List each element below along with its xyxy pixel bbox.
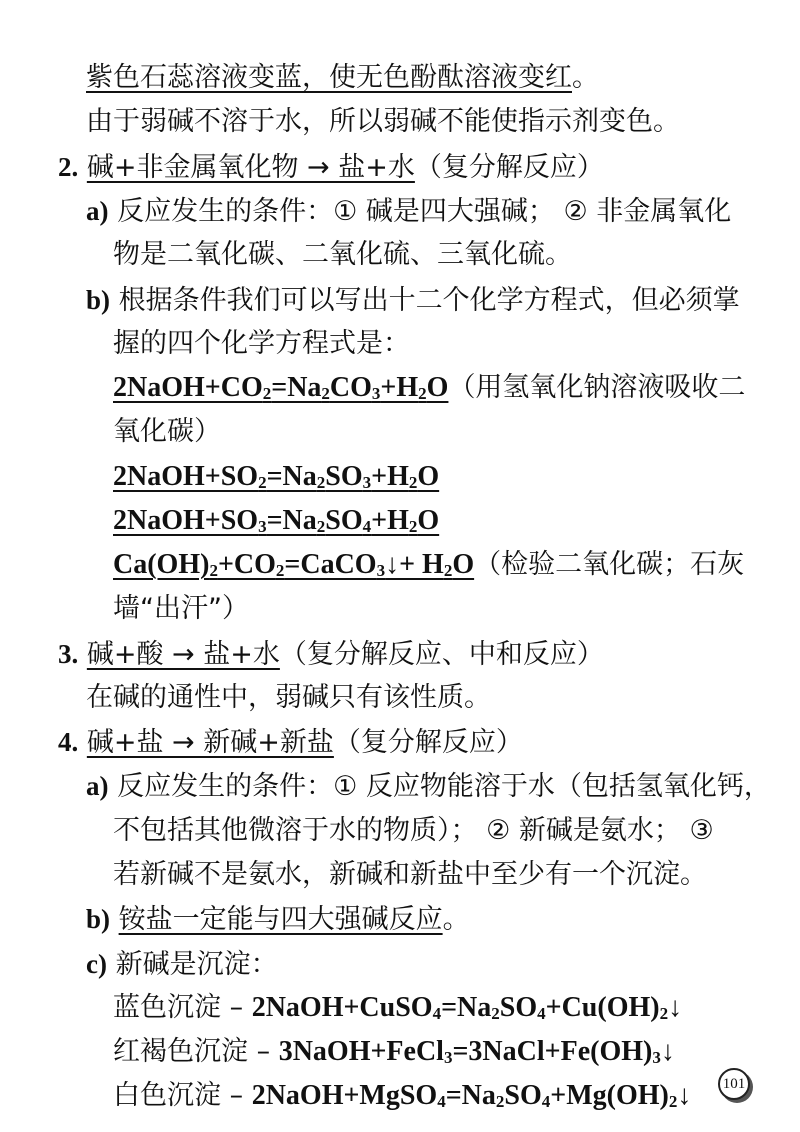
section-2-title: 碱+非金属氧化物 → 盐+水 bbox=[86, 152, 415, 183]
section-3-heading: 3. 碱+酸 → 盐+水（复分解反应、中和反应） bbox=[58, 639, 604, 670]
equation-2-line bbox=[113, 457, 439, 497]
equation-1-note-cont: 氧化碳） bbox=[113, 416, 221, 447]
equation-7: $2NaOH+MgSO_4=Na_2SO_4+Mg(OH)_2↓$ bbox=[251, 1080, 692, 1111]
section-4a-line-3: 若新碱不是氨水，新碱和新盐中至少有一个沉淀。 bbox=[113, 859, 707, 890]
precipitate-line-2: 红褐色沉淀 – $3NaOH+FeCl_3=3NaCl+Fe(OH)_3↓$ bbox=[113, 1036, 675, 1067]
section-4a-line-1: a) 反应发生的条件：① 反应物能溶于水（包括氢氧化钙， bbox=[86, 771, 771, 802]
precipitate-line-3: 白色沉淀 – $2NaOH+MgSO_4=Na_2SO_4+Mg(OH)_2↓$ bbox=[113, 1080, 692, 1111]
section-4c-line: c) 新碱是沉淀： bbox=[86, 949, 278, 980]
text-line-2: 由于弱碱不溶于水，所以弱碱不能使指示剂变色。 bbox=[86, 106, 680, 137]
equation-4: $Ca(OH)_2+CO_2=CaCO_3↓+ H_2O$ bbox=[113, 549, 475, 580]
equation-2: $2NaOH+SO_2=Na_2SO_3+H_2O$ bbox=[113, 461, 440, 492]
equation-1-line: $2NaOH+CO_2=Na_2CO_3+H_2O$（用氢氧化钠溶液吸收二 bbox=[113, 372, 746, 403]
page-number: 101 bbox=[718, 1068, 750, 1100]
equation-3: $2NaOH+SO_3=Na_2SO_4+H_2O$ bbox=[113, 505, 440, 536]
section-3-title: 碱+酸 → 盐+水 bbox=[86, 639, 280, 670]
equation-5: $2NaOH+CuSO_4=Na_2SO_4+Cu(OH)_2↓$ bbox=[251, 992, 683, 1023]
section-4-heading: 4. 碱+盐 → 新碱+新盐（复分解反应） bbox=[58, 727, 523, 758]
section-2b-line-1: b) 根据条件我们可以写出十二个化学方程式，但必须掌 bbox=[86, 285, 740, 316]
text-line-1: 紫色石蕊溶液变蓝，使无色酚酞溶液变红。 bbox=[86, 62, 599, 93]
equation-4-note-cont: 墙“出汗”） bbox=[113, 593, 249, 624]
section-3-text: 在碱的通性中，弱碱只有该性质。 bbox=[86, 682, 491, 713]
equation-6: $3NaOH+FeCl_3=3NaCl+Fe(OH)_3↓$ bbox=[278, 1036, 675, 1067]
equation-4-line: $Ca(OH)_2+CO_2=CaCO_3↓+ H_2O$（检验二氧化碳；石灰 bbox=[113, 549, 745, 580]
underlined-text: 紫色石蕊溶液变蓝，使无色酚酞溶液变红 bbox=[86, 62, 572, 93]
section-2a-line-1: a) 反应发生的条件：① 碱是四大强碱； ② 非金属氧化 bbox=[86, 196, 732, 227]
section-2a-line-2: 物是二氧化碳、二氧化硫、三氧化硫。 bbox=[113, 239, 572, 270]
section-2b-line-2: 握的四个化学方程式是： bbox=[113, 328, 410, 359]
equation-1: $2NaOH+CO_2=Na_2CO_3+H_2O$ bbox=[113, 372, 449, 403]
section-4b-line: b) 铵盐一定能与四大强碱反应。 bbox=[86, 904, 470, 935]
underlined-text: 铵盐一定能与四大强碱反应 bbox=[118, 904, 443, 935]
precipitate-line-1: 蓝色沉淀 – $2NaOH+CuSO_4=Na_2SO_4+Cu(OH)_2↓$ bbox=[113, 992, 683, 1023]
section-4a-line-2: 不包括其他微溶于水的物质）； ② 新碱是氨水； ③ bbox=[113, 815, 714, 846]
section-2-heading: 2. 碱+非金属氧化物 → 盐+水（复分解反应） bbox=[58, 152, 604, 183]
section-4-title: 碱+盐 → 新碱+新盐 bbox=[86, 727, 334, 758]
equation-3-line bbox=[113, 501, 439, 541]
